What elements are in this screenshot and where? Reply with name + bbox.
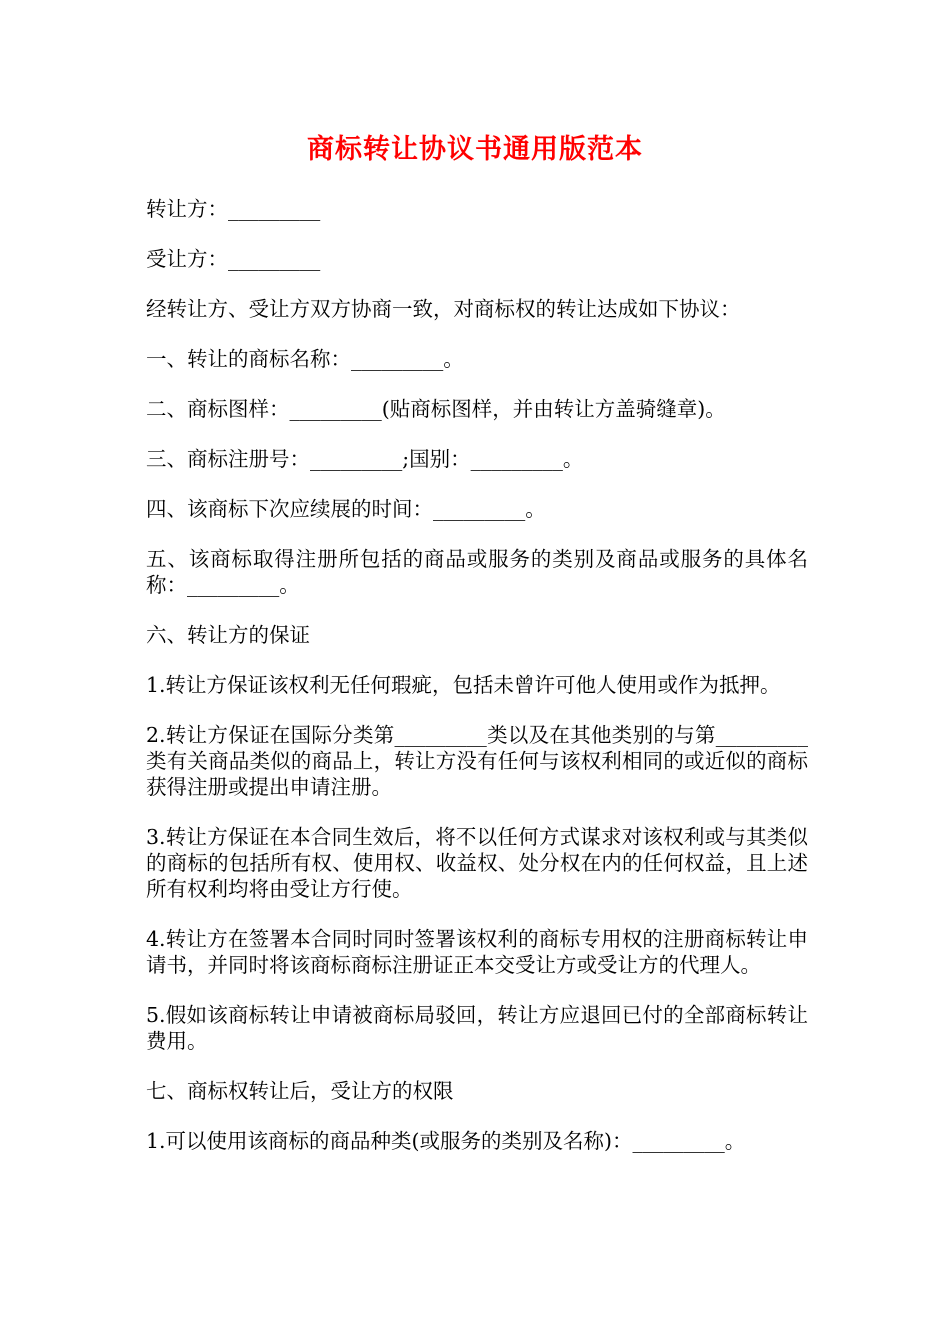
agreement-intro: 经转让方、受让方双方协商一致，对商标权的转让达成如下协议：	[146, 297, 741, 321]
section-7-heading: 七、商标权转让后，受让方的权限	[146, 1079, 454, 1103]
clause-1-trademark-name: 一、转让的商标名称：_________。	[146, 347, 464, 371]
transferee-field: 受让方：_________	[146, 247, 321, 271]
section-7-item-1: 1.可以使用该商标的商品种类(或服务的类别及名称)：_________。	[146, 1129, 746, 1153]
clause-5-goods-categories: 五、该商标取得注册所包括的商品或服务的类别及商品或服务的具体名称：_________。	[146, 547, 808, 597]
document-body	[146, 196, 808, 1178]
section-6-heading: 六、转让方的保证	[146, 623, 310, 647]
document-title: 商标转让协议书通用版范本	[307, 134, 643, 165]
clause-2-trademark-sample: 二、商标图样：_________(贴商标图样，并由转让方盖骑缝章)。	[146, 397, 726, 421]
section-6-item-4: 4.转让方在签署本合同时同时签署该权利的商标专用权的注册商标转让申请书，并同时将该商标商标注册证正本交受让方或受让方的代理人。	[146, 927, 808, 977]
transferor-field: 转让方：_________	[146, 197, 321, 221]
section-6-item-1: 1.转让方保证该权利无任何瑕疵，包括未曾许可他人使用或作为抵押。	[146, 673, 781, 697]
clause-4-renewal-time: 四、该商标下次应续展的时间：_________。	[146, 497, 546, 521]
section-6-item-5: 5.假如该商标转让申请被商标局驳回，转让方应退回已付的全部商标转让费用。	[146, 1003, 808, 1053]
section-6-item-3: 3.转让方保证在本合同生效后，将不以任何方式谋求对该权利或与其类似的商标的包括所有权、使用权、收益权、处分权在内的任何权益，且上述所有权利均将由受让方行使。	[146, 825, 808, 901]
clause-3-registration-number: 三、商标注册号：_________;国别：_________。	[146, 447, 584, 471]
section-6-item-2: 2.转让方保证在国际分类第_________类以及在其他类别的与第_________类有关商品类似的商品上，转让方没有任何与该权利相同的或近似的商标获得注册或提出申请注册。	[146, 723, 808, 799]
